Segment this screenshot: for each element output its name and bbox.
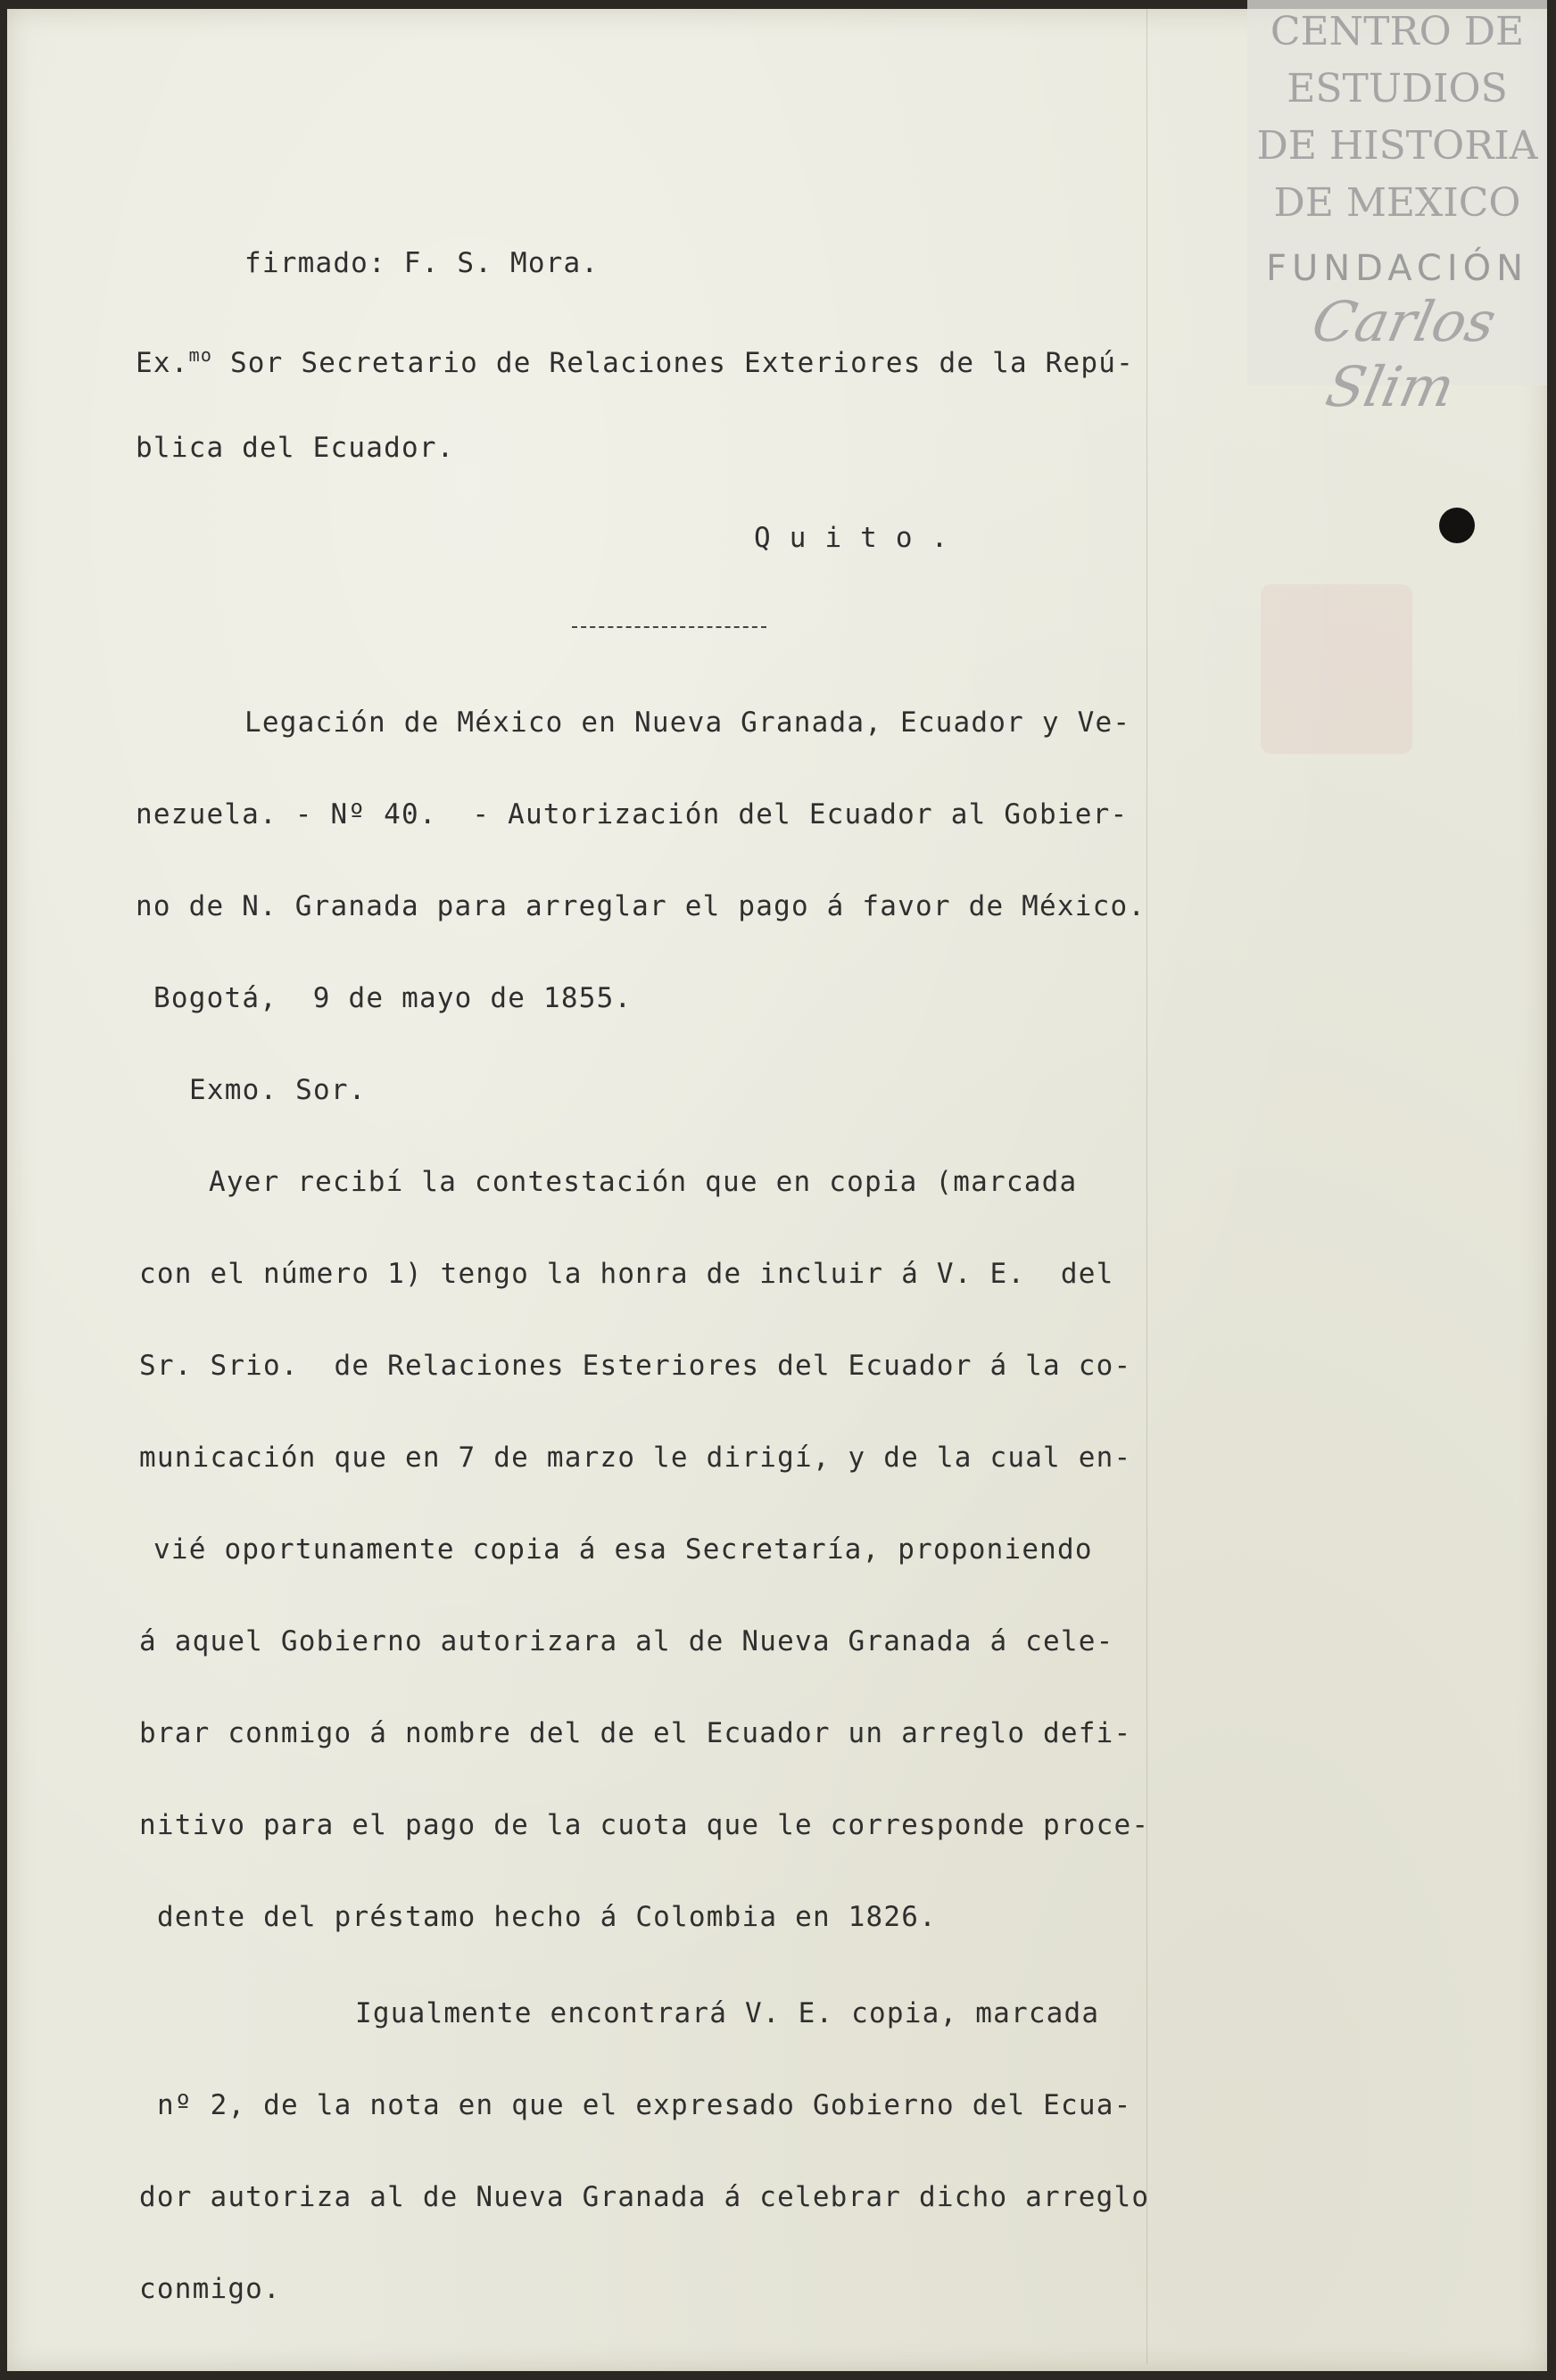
body-line: dente del préstamo hecho á Colombia en 1826. xyxy=(157,1901,937,1933)
watermark-signature: Carlos Slim xyxy=(1306,289,1502,419)
body-line: con el número 1) tengo la honra de incluir á V. E. del xyxy=(139,1258,1114,1290)
punch-hole xyxy=(1439,508,1475,543)
archive-watermark xyxy=(1247,0,1547,419)
body-line: Igualmente encontrará V. E. copia, marcada xyxy=(355,1997,1100,2029)
recipient-rest: Sor Secretario de Relaciones Exteriores de la Repú- xyxy=(212,347,1134,379)
separator-rule xyxy=(572,626,766,628)
recipient-line-2: blica del Ecuador. xyxy=(136,432,455,464)
watermark-line-1: CENTRO DE xyxy=(1270,9,1525,54)
body-line: nº 2, de la nota en que el expresado Gobierno del Ecua- xyxy=(157,2089,1132,2121)
body-line: conmigo. xyxy=(139,2273,281,2305)
body-line: municación que en 7 de marzo le dirigí, y de la cual en- xyxy=(139,1442,1132,1474)
salutation-line: Exmo. Sor. xyxy=(189,1074,367,1106)
watermark-line-2: ESTUDIOS xyxy=(1287,66,1508,112)
date-line: Bogotá, 9 de mayo de 1855. xyxy=(153,982,633,1014)
recipient-superscript: mo xyxy=(188,344,213,366)
watermark-fundacion: FUNDACIÓN xyxy=(1265,248,1529,289)
recipient-line-1 xyxy=(136,337,1134,381)
heading-line-3: no de N. Granada para arreglar el pago á favor de México. xyxy=(136,890,1146,922)
body-line: brar conmigo á nombre del de el Ecuador un arreglo defi- xyxy=(139,1717,1132,1749)
signed-line: firmado: F. S. Mora. xyxy=(244,247,600,279)
margin-line xyxy=(1146,9,1147,2364)
body-line: dor autoriza al de Nueva Granada á celebrar dicho arreglo xyxy=(139,2181,1150,2213)
heading-line-1: Legación de México en Nueva Granada, Ecuador y Ve- xyxy=(244,707,1131,739)
stain-mark xyxy=(1261,584,1412,754)
city-line: Q u i t o . xyxy=(754,522,949,554)
watermark-line-3: DE HISTORIA xyxy=(1256,123,1538,169)
body-line: Sr. Srio. de Relaciones Esteriores del Ecuador á la co- xyxy=(139,1350,1132,1382)
body-line: vié oportunamente copia á esa Secretaría, proponiendo xyxy=(153,1533,1093,1566)
watermark-line-4: DE MEXICO xyxy=(1273,180,1521,226)
body-line: á aquel Gobierno autorizara al de Nueva Granada á cele- xyxy=(139,1625,1114,1657)
recipient-prefix: Ex. xyxy=(136,347,189,379)
body-line: nitivo para el pago de la cuota que le corresponde proce- xyxy=(139,1809,1150,1841)
body-line: Ayer recibí la contestación que en copia (marcada xyxy=(209,1166,1078,1198)
heading-line-2: nezuela. - Nº 40. - Autorización del Ecuador al Gobier- xyxy=(136,798,1129,831)
